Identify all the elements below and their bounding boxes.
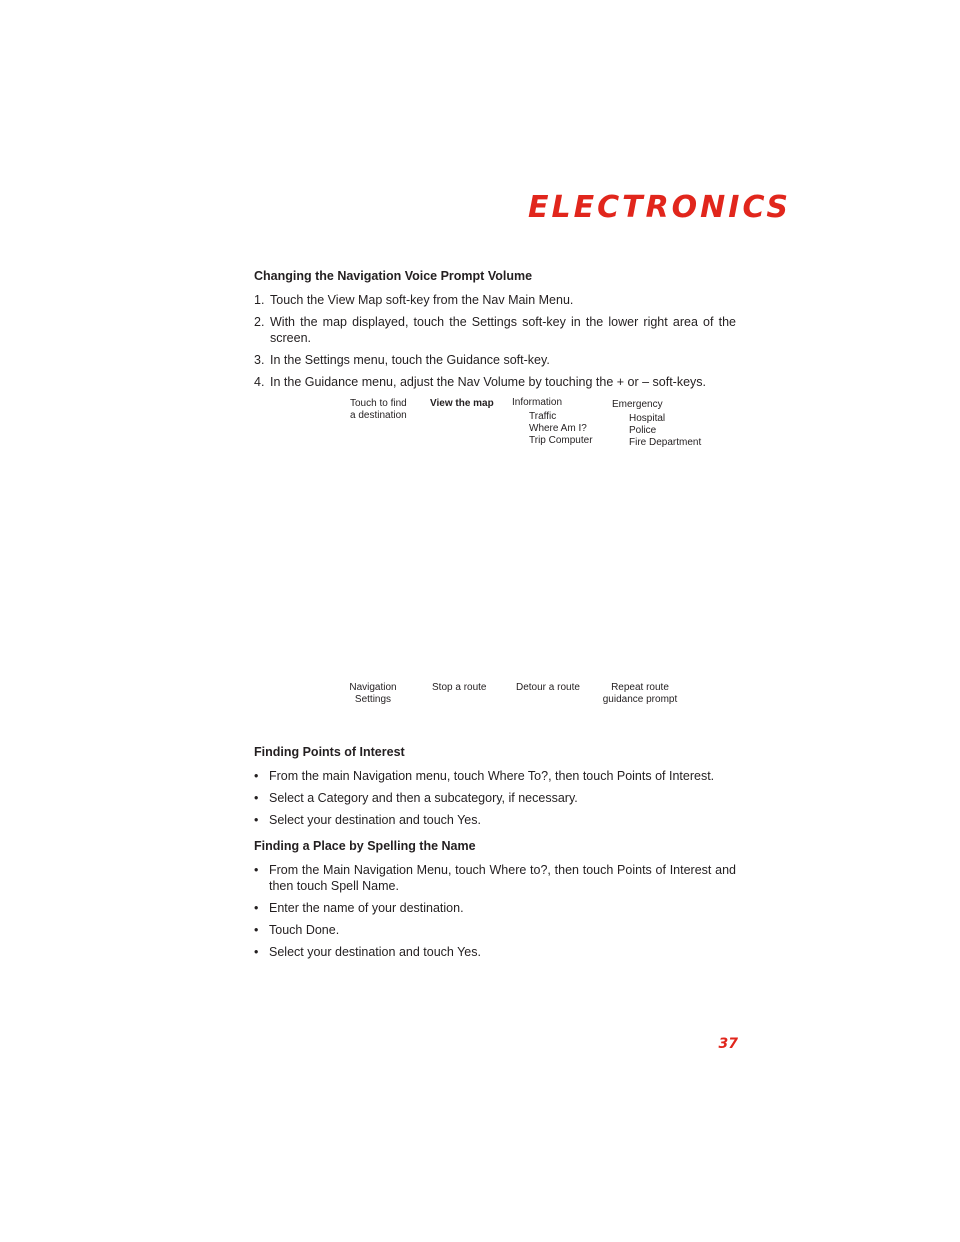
- list-item-text: Enter the name of your destination.: [269, 901, 464, 915]
- information-label: Information Traffic Where Am I? Trip Computer: [512, 397, 593, 446]
- bullet-icon: •: [254, 769, 259, 783]
- list-item-text: From the main Navigation menu, touch Where To?, then touch Points of Interest.: [269, 769, 715, 783]
- list-item-text: Touch Done.: [269, 923, 340, 937]
- step-3: [254, 352, 736, 368]
- traffic-item: Traffic: [529, 411, 557, 422]
- page-content: [254, 268, 736, 966]
- spell-name-heading: Finding a Place by Spelling the Name: [254, 839, 476, 853]
- voice-volume-heading: Changing the Navigation Voice Prompt Volume: [254, 269, 533, 283]
- navigation-screen-figure: [254, 396, 736, 730]
- step-2: [254, 314, 736, 346]
- bullet-icon: •: [254, 791, 259, 805]
- list-item: [254, 790, 736, 806]
- bullet-icon: •: [254, 945, 259, 959]
- step-number: 3.: [254, 353, 265, 367]
- emergency-label: Emergency Hospital Police Fire Department: [612, 399, 702, 448]
- step-number: 1.: [254, 293, 265, 307]
- step-text: With the map displayed, touch the Settings soft-key in the lower right area of the screen.: [270, 315, 736, 345]
- list-item-text: Select your destination and touch Yes.: [269, 945, 481, 959]
- repeat-route-label: Repeat route guidance prompt: [602, 682, 678, 705]
- hospital-item: Hospital: [629, 413, 666, 424]
- stop-a-route-label: Stop a route: [432, 682, 487, 693]
- trip-computer-item: Trip Computer: [529, 435, 593, 446]
- view-the-map-label: View the map: [430, 398, 494, 409]
- bullet-icon: •: [254, 923, 259, 937]
- fire-department-item: Fire Department: [629, 437, 702, 448]
- step-number: 4.: [254, 375, 265, 389]
- list-item: [254, 900, 736, 916]
- step-1: [254, 292, 736, 308]
- list-item-text: Select a Category and then a subcategory, if necessary.: [269, 791, 578, 805]
- list-item: [254, 812, 736, 828]
- where-am-i-item: Where Am I?: [529, 423, 587, 434]
- list-item-text: From the Main Navigation Menu, touch Where to?, then touch Points of Interest and then touch Spell Name.: [269, 863, 736, 893]
- page-number: 37: [718, 1036, 738, 1052]
- step-number: 2.: [254, 315, 265, 329]
- police-item: Police: [629, 425, 657, 436]
- list-item: [254, 768, 736, 784]
- step-text: Touch the View Map soft-key from the Nav Main Menu.: [270, 293, 574, 307]
- navigation-settings-label: Navigation Settings: [349, 682, 397, 705]
- list-item: [254, 862, 736, 894]
- touch-to-find-label: Touch to find a destination: [350, 398, 407, 421]
- list-item-text: Select your destination and touch Yes.: [269, 813, 481, 827]
- section-title: ELECTRONICS: [528, 190, 792, 225]
- bullet-icon: •: [254, 863, 259, 877]
- step-4: [254, 374, 736, 390]
- step-text: In the Settings menu, touch the Guidance soft-key.: [270, 353, 550, 367]
- list-item: [254, 922, 736, 938]
- bullet-icon: •: [254, 813, 259, 827]
- detour-a-route-label: Detour a route: [516, 682, 580, 693]
- step-text: In the Guidance menu, adjust the Nav Volume by touching the + or – soft-keys.: [270, 375, 707, 389]
- points-of-interest-heading: Finding Points of Interest: [254, 745, 405, 759]
- bullet-icon: •: [254, 901, 259, 915]
- list-item: [254, 944, 736, 960]
